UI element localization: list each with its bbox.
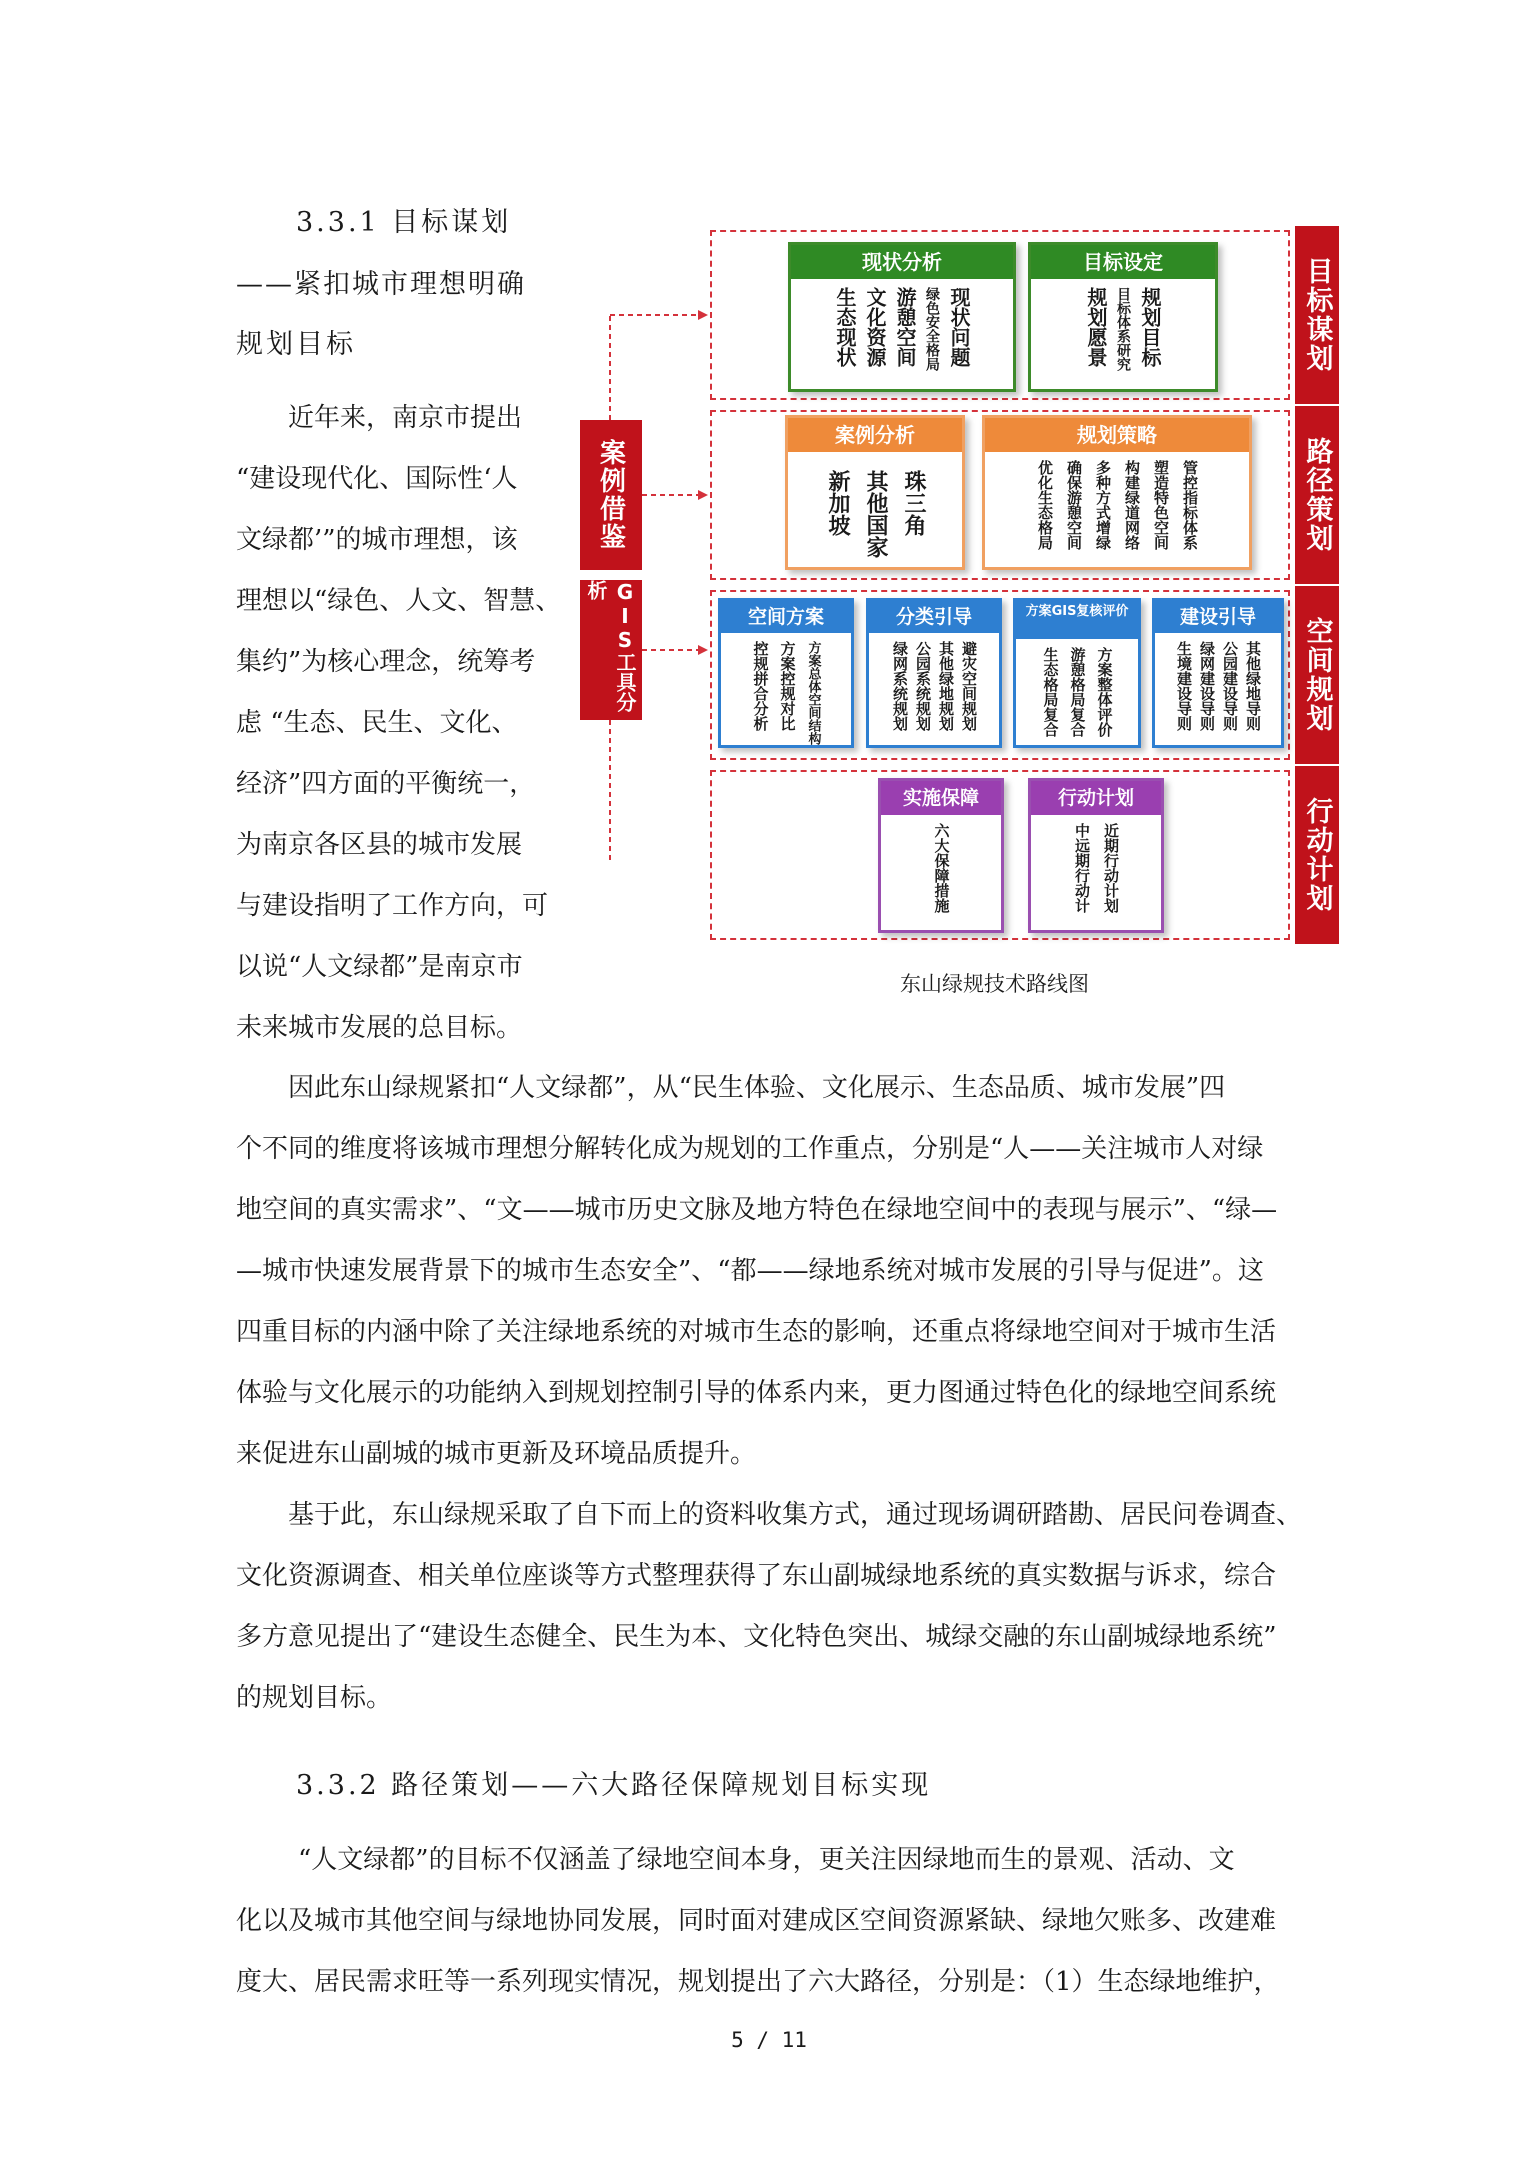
paragraph-line: 的规划目标。 [236, 1683, 393, 1713]
card-item: 文化资源 [863, 287, 887, 367]
card-item: 确保游憩空间 [1065, 460, 1083, 550]
paragraph-line: 体验与文化展示的功能纳入到规划控制引导的体系内来，更力图通过特色化的绿地空间系统 [236, 1378, 1277, 1408]
card-title: 建设引导 [1155, 601, 1281, 633]
paragraph-line: 个不同的维度将该城市理想分解转化成为规划的工作重点，分别是“人——关注城市人对绿 [236, 1134, 1264, 1164]
paragraph-line: 文化资源调查、相关单位座谈等方式整理获得了东山副城绿地系统的真实数据与诉求，综合 [236, 1561, 1277, 1591]
card-item: 方案总体空间结构 [805, 641, 821, 745]
paragraph-line: 四重目标的内涵中除了关注绿地系统的对城市生态的影响，还重点将绿地空间对于城市生活 [236, 1317, 1277, 1347]
card-item: 公园系统规划 [914, 641, 932, 731]
side-line: 经济”四方面的平衡统一， [236, 769, 536, 799]
card-item: 新加坡 [825, 470, 850, 536]
card-item: 优化生态格局 [1036, 460, 1054, 550]
card-item: 现状问题 [947, 287, 971, 367]
card-title: 分类引导 [869, 601, 999, 633]
card-title: 方案GIS复核评价 [1016, 601, 1138, 639]
paragraph-line: 因此东山绿规紧扣“人文绿都”，从“民生体验、文化展示、生态品质、城市发展”四 [288, 1073, 1226, 1103]
paragraph-line: 化以及城市其他空间与绿地协同发展，同时面对建成区空间资源紧缺、绿地欠账多、改建难 [236, 1906, 1277, 1936]
card-item: 方案整体评价 [1095, 647, 1114, 737]
card-fuhe [1013, 598, 1141, 748]
paragraph-line: 基于此，东山绿规采取了自下而上的资料收集方式，通过现场调研踏勘、居民问卷调查、 [288, 1500, 1303, 1530]
side-line: 理想以“绿色、人文、智慧、 [236, 586, 562, 616]
card-item: 其他绿地规划 [937, 641, 955, 731]
card-celue [982, 415, 1252, 570]
left-label-case: 案例借鉴 [580, 420, 642, 570]
card-mubiao [1028, 242, 1218, 392]
card-item: 控规拼合分析 [751, 641, 770, 731]
paragraph-4 [236, 1830, 1318, 2013]
card-item: 绿网建设导则 [1198, 641, 1216, 731]
card-item: 方案控规对比 [778, 641, 797, 731]
side-line: 集约”为核心理念，统筹考 [236, 647, 536, 677]
left-label-gis: GIS工具分析 [580, 580, 642, 720]
card-item: 生态现状 [833, 287, 857, 367]
card-title: 行动计划 [1031, 781, 1161, 815]
card-item: 多种方式增绿 [1094, 460, 1112, 550]
card-item: 六大保障措施 [932, 823, 951, 913]
card-item: 生态格局复合 [1041, 647, 1060, 737]
section-3-3-2-heading: 3.3.2 路径策划——六大路径保障规划目标实现 [296, 1770, 932, 1801]
paragraph-2 [236, 1058, 1318, 1485]
card-title: 案例分析 [788, 418, 962, 452]
row-label-path: 路径策划 [1295, 406, 1339, 584]
technical-roadmap-diagram [570, 220, 1340, 960]
card-item: 游憩空间 [893, 287, 917, 367]
card-item: 其他绿地导则 [1244, 641, 1262, 731]
paragraph-line: 来促进东山副城的城市更新及环境品质提升。 [236, 1439, 757, 1469]
card-title: 实施保障 [881, 781, 1001, 815]
connector-arrows [570, 220, 720, 960]
paragraph-line: 度大、居民需求旺等一系列现实情况，规划提出了六大路径，分别是：（1）生态绿地维护， [236, 1967, 1280, 1997]
card-item: 生境建设导则 [1175, 641, 1193, 731]
card-item: 避灾空间规划 [960, 641, 978, 731]
card-item: 绿网系统规划 [891, 641, 909, 731]
card-item: 构建绿道网络 [1123, 460, 1141, 550]
card-baozhang [878, 778, 1004, 933]
card-title: 规划策略 [985, 418, 1249, 452]
card-item: 塑造特色空间 [1152, 460, 1170, 550]
card-item: 管控指标体系 [1181, 460, 1199, 550]
side-line: 文绿都’”的城市理想，该 [236, 525, 518, 555]
card-item: 规划目标 [1138, 287, 1162, 367]
card-xingdong [1028, 778, 1164, 933]
card-item: 游憩格局复合 [1068, 647, 1087, 737]
card-item: 其他国家 [863, 470, 888, 558]
section-3-3-1-heading: 3.3.1 目标谋划 [296, 207, 512, 238]
card-title: 现状分析 [791, 245, 1013, 279]
paragraph-3 [236, 1485, 1318, 1729]
paragraph-line: “人文绿都”的目标不仅涵盖了绿地空间本身，更关注因绿地而生的景观、活动、文 [298, 1845, 1235, 1875]
section-3-3-1-subheading-2: 规划目标 [236, 329, 356, 360]
card-title: 空间方案 [721, 601, 851, 633]
row-label-space: 空间规划 [1295, 586, 1339, 764]
card-item: 公园建设导则 [1221, 641, 1239, 731]
card-fenlei [866, 598, 1002, 748]
row-label-goal: 目标谋划 [1295, 226, 1339, 404]
side-line: “建设现代化、国际性‘人 [236, 464, 518, 494]
side-line: 为南京各区县的城市发展 [236, 830, 523, 860]
paragraph-line: —城市快速发展背景下的城市生态安全”、“都——绿地系统对城市发展的引导与促进”。这 [236, 1256, 1264, 1286]
card-xianzhuang [788, 242, 1016, 392]
paragraph-line: 地空间的真实需求”、“文——城市历史文脉及地方特色在绿地空间中的表现与展示”、“绿— [236, 1195, 1278, 1225]
side-paragraph [236, 388, 562, 1059]
card-item: 目标体系研究 [1115, 287, 1131, 371]
card-anli [785, 415, 965, 570]
card-item: 绿色安全格局 [924, 287, 940, 371]
card-item: 中远期行动计 [1073, 823, 1091, 913]
card-item: 珠三角 [901, 470, 926, 536]
card-item: 近期行动计划 [1102, 823, 1120, 913]
side-line: 虑 “生态、民生、文化、 [236, 708, 518, 738]
card-title: 目标设定 [1031, 245, 1215, 279]
row-label-action: 行动计划 [1295, 766, 1339, 944]
side-line: 以说“人文绿都”是南京市 [236, 952, 523, 982]
side-line: 与建设指明了工作方向，可 [236, 891, 549, 921]
diagram-caption: 东山绿规技术路线图 [900, 972, 1089, 996]
page-number: 5 / 11 [731, 2028, 807, 2052]
side-line: 近年来，南京市提出 [288, 403, 523, 433]
card-item: 规划愿景 [1084, 287, 1108, 367]
section-3-3-1-subheading: ——紧扣城市理想明确 [236, 269, 526, 300]
card-kongjian [718, 598, 854, 748]
paragraph-line: 多方意见提出了“建设生态健全、民生为本、文化特色突出、城绿交融的东山副城绿地系统” [236, 1622, 1277, 1652]
side-line: 未来城市发展的总目标。 [236, 1013, 523, 1043]
card-jianshe [1152, 598, 1284, 748]
